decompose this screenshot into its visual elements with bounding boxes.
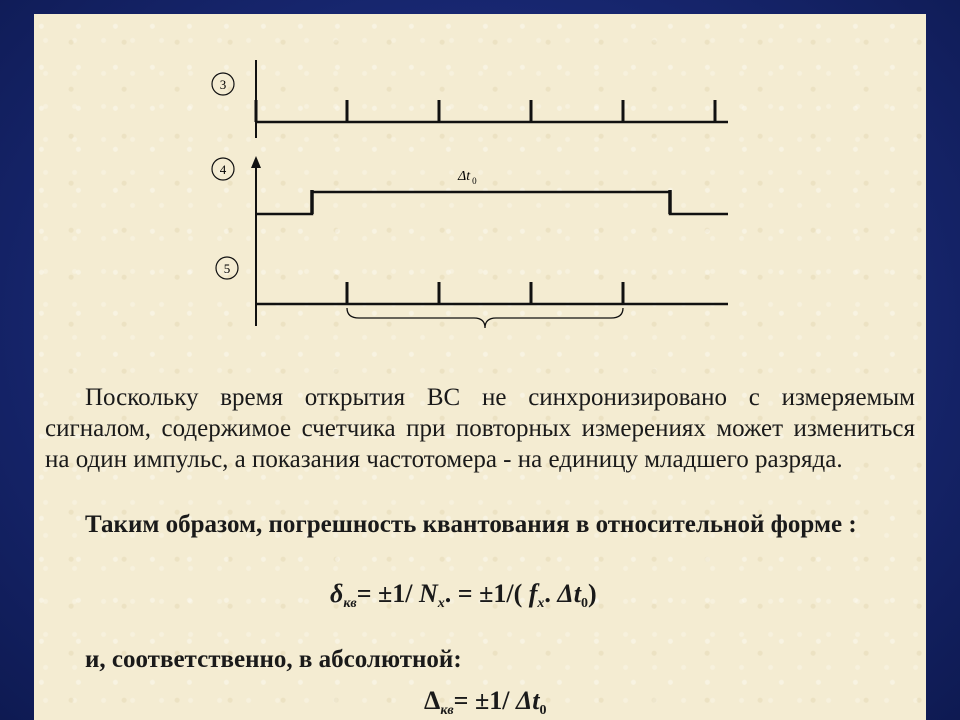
formula-1-eq1: = ±1/ [356, 579, 419, 608]
formula-2-dt-sub: 0 [539, 703, 547, 718]
gate-label-sub: 0 [472, 176, 477, 186]
pulse-count-brace [347, 308, 623, 328]
formula-1-n: N [419, 579, 438, 608]
timing-diagram-svg [34, 14, 926, 354]
formula-2-eq: = ±1/ [453, 686, 516, 715]
slide [34, 14, 926, 720]
paragraph-synchronization: Поскольку время открытия ВС не синхронизировано с измеряемым сигналом, содержимое счетчика при повторных измерениях может измениться на один импульс, а показания частотомера - на единицу младшего разряда. [45, 384, 915, 473]
formula-1-delta-sub: кв [343, 596, 357, 611]
trace-4-label: 4 [219, 162, 227, 177]
formula-1-f: f [528, 579, 538, 608]
absolute-form-intro: и, соответственно, в абсолютной: [85, 646, 462, 673]
formula-1-eq3: . [544, 579, 558, 608]
formula-1-n-sub: x [437, 596, 445, 611]
formula-2-dt: Δt [515, 686, 540, 715]
trace-5-label: 5 [223, 261, 231, 276]
trace-4-gate-pulse [256, 192, 728, 214]
formula-1-dt-sub: 0 [580, 596, 588, 611]
gate-label [457, 169, 477, 186]
formula-2-delta-sub: кв [440, 703, 454, 718]
formula-1-delta: δ [330, 579, 344, 608]
trace-3-label: 3 [219, 77, 227, 92]
formula-1-close: ) [587, 579, 597, 608]
formula-2-delta: Δ [424, 686, 441, 715]
timing-diagram [34, 14, 926, 354]
gate-label-main: Δt [458, 169, 471, 184]
axis-arrow-icon [251, 156, 261, 168]
formula-1-dt: Δt [557, 579, 581, 608]
formula-1-f-sub: x [537, 596, 545, 611]
formula-1-eq2: . = ±1/( [444, 579, 529, 608]
formula-relative-error [330, 579, 597, 612]
paragraph-quantization-error: Таким образом, погрешность квантования в относительной форме : [85, 511, 857, 538]
formula-absolute-error [424, 686, 547, 719]
